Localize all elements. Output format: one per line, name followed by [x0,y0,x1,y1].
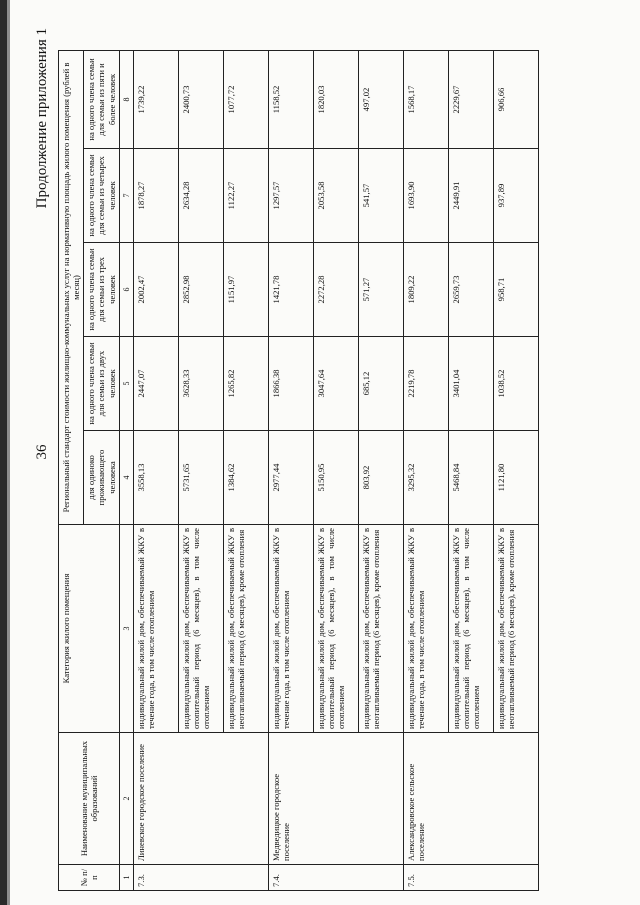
value-cell: 1077,72 [224,50,269,148]
value-cell: 1739,22 [134,50,179,148]
header-category: Категория жилого помещения [59,525,120,733]
header-sub-5: на одного члена семьи для семьи из пяти и более человек [84,50,119,148]
header-standard: Региональный стандарт стоимости жилищно-коммунальных услуг на нормативную площадь жилого помещения (рублей в месяц) [59,50,84,524]
category-cell: индивидуальный жилой дом, обеспечиваемый ЖКУ в отопительный период (6 месяцев), в том числе отоплением [179,525,224,733]
value-cell: 1038,52 [494,337,539,431]
value-cell: 1820,03 [314,50,359,148]
row-number: 7.5. [404,865,539,891]
value-cell: 2852,98 [179,243,224,337]
value-cell: 1122,27 [224,149,269,243]
value-cell: 1121,80 [494,431,539,525]
col-number: 1 [119,865,133,891]
value-cell: 2659,73 [449,243,494,337]
value-cell: 1151,97 [224,243,269,337]
municipality-name: Александровское сельское поселение [404,733,539,865]
row-number: 7.4. [269,865,404,891]
value-cell: 1384,62 [224,431,269,525]
value-cell: 803,92 [359,431,404,525]
value-cell: 937,89 [494,149,539,243]
value-cell: 906,66 [494,50,539,148]
header-municipality: Наименование муниципальных образований [59,733,120,865]
col-number: 7 [119,149,133,243]
value-cell: 3295,32 [404,431,449,525]
value-cell: 2219,78 [404,337,449,431]
header-sub-4: на одного члена семьи для семьи из четырех человек [84,149,119,243]
header-sub-2: на одного члена семьи для семьи из двух человек [84,337,119,431]
col-number: 6 [119,243,133,337]
value-cell: 2977,44 [269,431,314,525]
value-cell: 1421,78 [269,243,314,337]
municipality-name: Линевское городское поселение [134,733,269,865]
value-cell: 3047,64 [314,337,359,431]
value-cell: 571,27 [359,243,404,337]
value-cell: 1265,82 [224,337,269,431]
category-cell: индивидуальный жилой дом, обеспечиваемый ЖКУ в течение года, в том числе отоплением [404,525,449,733]
value-cell: 3558,13 [134,431,179,525]
table-row [404,50,449,890]
category-cell: индивидуальный жилой дом, обеспечиваемый ЖКУ в неотапливаемый период (6 месяцев), кроме отопления [494,525,539,733]
col-number: 5 [119,337,133,431]
value-cell: 2272,28 [314,243,359,337]
col-number: 4 [119,431,133,525]
category-cell: индивидуальный жилой дом, обеспечиваемый ЖКУ в отопительный период (6 месяцев), в том числе отоплением [314,525,359,733]
category-cell: индивидуальный жилой дом, обеспечиваемый ЖКУ в неотапливаемый период (6 месяцев), кроме отопления [359,525,404,733]
value-cell: 1568,17 [404,50,449,148]
value-cell: 958,71 [494,243,539,337]
value-cell: 3628,33 [179,337,224,431]
header-sub-3: на одного члена семьи для семьи из трех человек [84,243,119,337]
value-cell: 5150,95 [314,431,359,525]
value-cell: 1693,90 [404,149,449,243]
value-cell: 2447,07 [134,337,179,431]
value-cell: 2053,58 [314,149,359,243]
table-row [269,50,314,890]
header-row-1 [59,50,84,890]
category-cell: индивидуальный жилой дом, обеспечиваемый ЖКУ в отопительный период (6 месяцев), в том числе отоплением [449,525,494,733]
category-cell: индивидуальный жилой дом, обеспечиваемый ЖКУ в течение года, в том числе отоплением [134,525,179,733]
value-cell: 2449,91 [449,149,494,243]
col-number: 8 [119,50,133,148]
value-cell: 685,12 [359,337,404,431]
value-cell: 1297,57 [269,149,314,243]
header-num: № п/п [59,865,120,891]
value-cell: 1866,38 [269,337,314,431]
value-cell: 1809,22 [404,243,449,337]
column-number-row [119,50,133,890]
col-number: 2 [119,733,133,865]
value-cell: 497,02 [359,50,404,148]
value-cell: 3401,04 [449,337,494,431]
value-cell: 1878,27 [134,149,179,243]
row-number: 7.3. [134,865,269,891]
value-cell: 541,57 [359,149,404,243]
value-cell: 2400,73 [179,50,224,148]
value-cell: 5468,84 [449,431,494,525]
value-cell: 2634,28 [179,149,224,243]
table-row [134,50,179,890]
header-sub-1: для одиноко проживающего человека [84,431,119,525]
page-number: 36 [34,444,50,460]
value-cell: 2002,47 [134,243,179,337]
value-cell: 1158,52 [269,50,314,148]
category-cell: индивидуальный жилой дом, обеспечиваемый ЖКУ в течение года, в том числе отоплением [269,525,314,733]
standards-table [58,50,539,891]
value-cell: 5731,65 [179,431,224,525]
category-cell: индивидуальный жилой дом, обеспечиваемый ЖКУ в неотапливаемый период (6 месяцев), кроме отопления [224,525,269,733]
col-number: 3 [119,525,133,733]
appendix-label: Продолжение приложения 1 [34,28,50,209]
municipality-name: Медведицкое городское поселение [269,733,404,865]
value-cell: 2229,67 [449,50,494,148]
